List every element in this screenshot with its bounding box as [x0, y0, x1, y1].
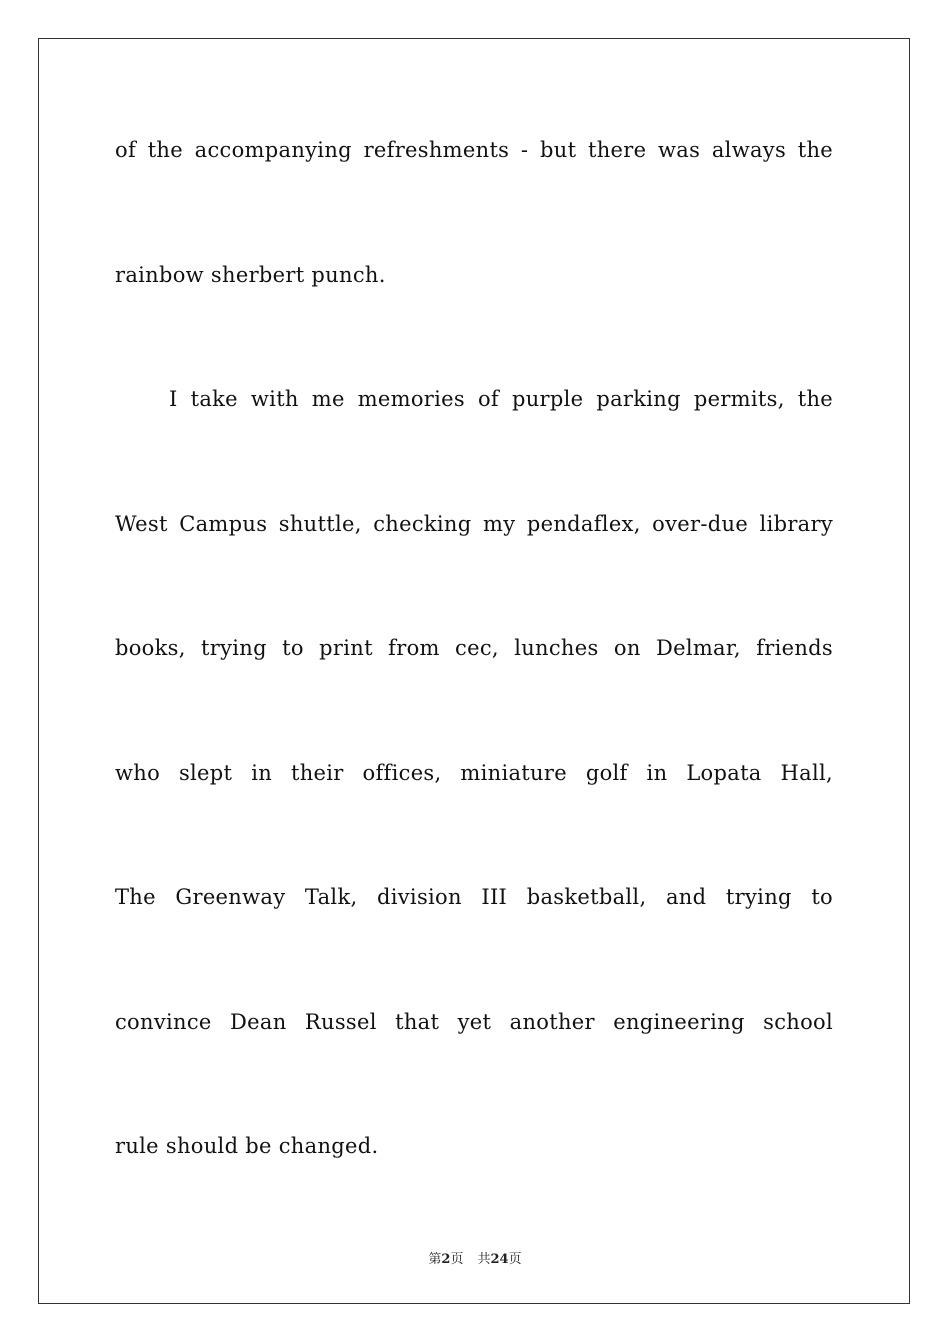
page-indicator — [428, 1252, 463, 1267]
text-line: I take with me memories of purple parking permits, the — [169, 387, 833, 411]
text-line: of the accompanying refreshments - but there was always the — [115, 138, 833, 162]
text-line: convince Dean Russel that yet another engineering school — [115, 1009, 833, 1034]
text-line: The Greenway Talk, division III basketball, and trying to — [115, 885, 833, 909]
text-line: books, trying to print from cec, lunches on Delmar, friends — [115, 636, 833, 660]
text-line: West Campus shuttle, checking my pendaflex, over-due library — [115, 511, 833, 536]
text-line: rule should be changed. — [115, 1134, 379, 1158]
document-body — [115, 124, 833, 1245]
page-footer — [0, 1248, 950, 1267]
text-line: rainbow sherbert punch. — [115, 262, 386, 287]
total-pages-indicator — [477, 1252, 521, 1267]
total-prefix: 共 — [477, 1252, 491, 1267]
total-suffix: 页 — [508, 1252, 522, 1267]
page-prefix: 第 — [428, 1252, 442, 1267]
page-suffix: 页 — [450, 1252, 464, 1267]
page-number: 2 — [441, 1252, 451, 1267]
total-pages: 24 — [490, 1252, 509, 1267]
text-line: who slept in their offices, miniature golf in Lopata Hall, — [115, 760, 833, 785]
